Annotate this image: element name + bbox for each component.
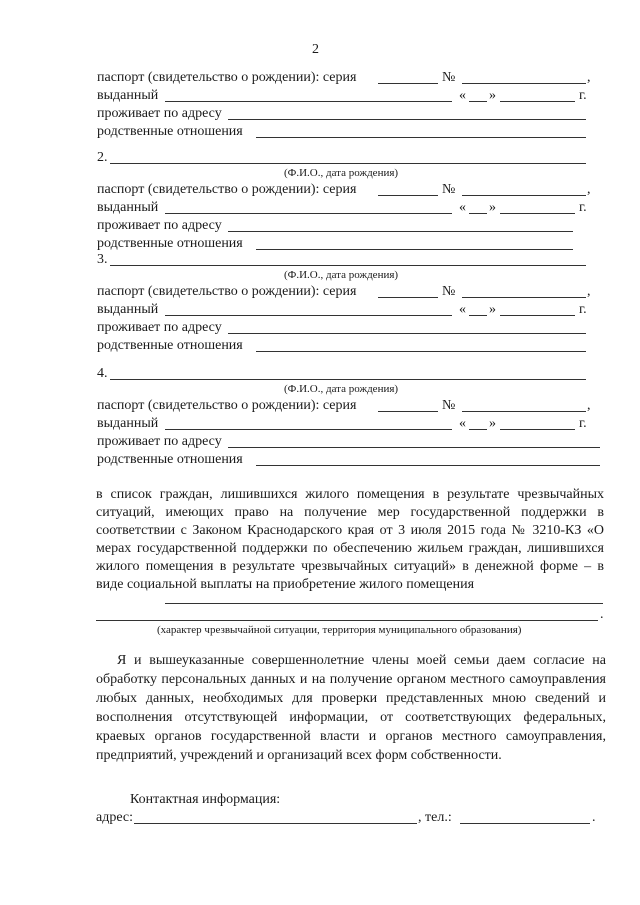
year-abbr: г. (579, 416, 587, 431)
number-sign: № (442, 284, 456, 299)
relation-field[interactable] (256, 351, 586, 352)
issued-by-field[interactable] (165, 315, 452, 316)
issued-by-field[interactable] (165, 101, 452, 102)
issued-label: выданный (97, 302, 159, 317)
lives-at-label: проживает по адресу (97, 434, 222, 449)
relation-label: родственные отношения (97, 236, 243, 251)
passport-series-field[interactable] (378, 297, 438, 298)
address-field[interactable] (228, 119, 586, 120)
issued-label: выданный (97, 416, 159, 431)
issue-day-field[interactable] (469, 315, 487, 316)
quote-open: « (459, 302, 466, 317)
comma: , (587, 398, 591, 413)
fio-field[interactable] (110, 379, 586, 380)
comma: , (587, 70, 591, 85)
lives-at-label: проживает по адресу (97, 320, 222, 335)
consent-text: Я и вышеуказанные совершеннолетние члены моей семьи даем согласие на обработку персональных данных и на получение органом местного самоуправления любых данных, необходимых для проверки представленных мною сведений и восполнения отсутствующей информации, от соответствующих федеральных, краевых органов государственной власти и органов местного самоуправления, предприятий, учреждений и организаций всех форм собственности. (96, 653, 606, 763)
lives-at-label: проживает по адресу (97, 218, 222, 233)
fio-caption: (Ф.И.О., дата рождения) (284, 167, 399, 179)
quote-open: « (459, 416, 466, 431)
passport-series-field[interactable] (378, 83, 438, 84)
application-text: в список граждан, лишившихся жилого помещения в результате чрезвычайных ситуаций, имеющих право на получение мер государственной поддержки в соответствии с Законом Краснодарского края от 3 июля 2015 года № 3210-КЗ «О мерах государственной поддержки по обеспечению жильем граждан, лишившихся жилого помещения в результате чрезвычайных ситуаций» в денежной форме – в виде социальной выплаты на приобретение жилого помещения (96, 487, 604, 592)
relation-label: родственные отношения (97, 124, 243, 139)
fio-caption: (Ф.И.О., дата рождения) (284, 383, 399, 395)
passport-number-field[interactable] (462, 83, 586, 84)
issue-day-field[interactable] (469, 101, 487, 102)
consent-paragraph (96, 651, 606, 765)
comma: , (587, 284, 591, 299)
address-field[interactable] (228, 333, 586, 334)
passport-label: паспорт (свидетельство о рождении): серия (97, 398, 357, 413)
comma: , (587, 182, 591, 197)
contact-address-field[interactable] (134, 823, 417, 824)
issued-by-field[interactable] (165, 429, 452, 430)
issued-label: выданный (97, 200, 159, 215)
quote-open: « (459, 88, 466, 103)
fio-caption: (Ф.И.О., дата рождения) (284, 269, 399, 281)
address-label: адрес: (96, 810, 134, 825)
passport-number-field[interactable] (462, 195, 586, 196)
address-field[interactable] (228, 447, 600, 448)
passport-series-field[interactable] (378, 195, 438, 196)
person-number: 2. (97, 150, 108, 165)
lives-at-label: проживает по адресу (97, 106, 222, 121)
issue-month-field[interactable] (500, 315, 575, 316)
page-number: 2 (312, 42, 319, 57)
contact-phone-field[interactable] (460, 823, 590, 824)
passport-label: паспорт (свидетельство о рождении): серия (97, 182, 357, 197)
number-sign: № (442, 70, 456, 85)
relation-field[interactable] (256, 137, 586, 138)
year-abbr: г. (579, 200, 587, 215)
passport-series-field[interactable] (378, 411, 438, 412)
passport-number-field[interactable] (462, 297, 586, 298)
number-sign: № (442, 182, 456, 197)
passport-label: паспорт (свидетельство о рождении): серия (97, 70, 357, 85)
relation-label: родственные отношения (97, 338, 243, 353)
passport-number-field[interactable] (462, 411, 586, 412)
quote-close: » (489, 200, 496, 215)
person-number: 3. (97, 252, 108, 267)
passport-label: паспорт (свидетельство о рождении): серия (97, 284, 357, 299)
fio-field[interactable] (110, 265, 586, 266)
period: . (600, 607, 604, 622)
quote-open: « (459, 200, 466, 215)
quote-close: » (489, 88, 496, 103)
relation-field[interactable] (256, 249, 573, 250)
issued-label: выданный (97, 88, 159, 103)
issue-day-field[interactable] (469, 213, 487, 214)
quote-close: » (489, 416, 496, 431)
phone-label: , тел.: (418, 810, 452, 825)
situation-field-line-1[interactable] (165, 603, 603, 604)
address-field[interactable] (228, 231, 573, 232)
issued-by-field[interactable] (165, 213, 452, 214)
contact-end-period: . (592, 810, 596, 825)
situation-field-line-2[interactable] (96, 620, 598, 621)
number-sign: № (442, 398, 456, 413)
issue-month-field[interactable] (500, 213, 575, 214)
issue-month-field[interactable] (500, 429, 575, 430)
fio-field[interactable] (110, 163, 586, 164)
year-abbr: г. (579, 302, 587, 317)
issue-day-field[interactable] (469, 429, 487, 430)
person-number: 4. (97, 366, 108, 381)
quote-close: » (489, 302, 496, 317)
relation-field[interactable] (256, 465, 600, 466)
issue-month-field[interactable] (500, 101, 575, 102)
contact-title: Контактная информация: (130, 792, 281, 807)
application-paragraph (96, 486, 604, 594)
situation-caption: (характер чрезвычайной ситуации, территория муниципального образования) (157, 624, 522, 636)
year-abbr: г. (579, 88, 587, 103)
relation-label: родственные отношения (97, 452, 243, 467)
